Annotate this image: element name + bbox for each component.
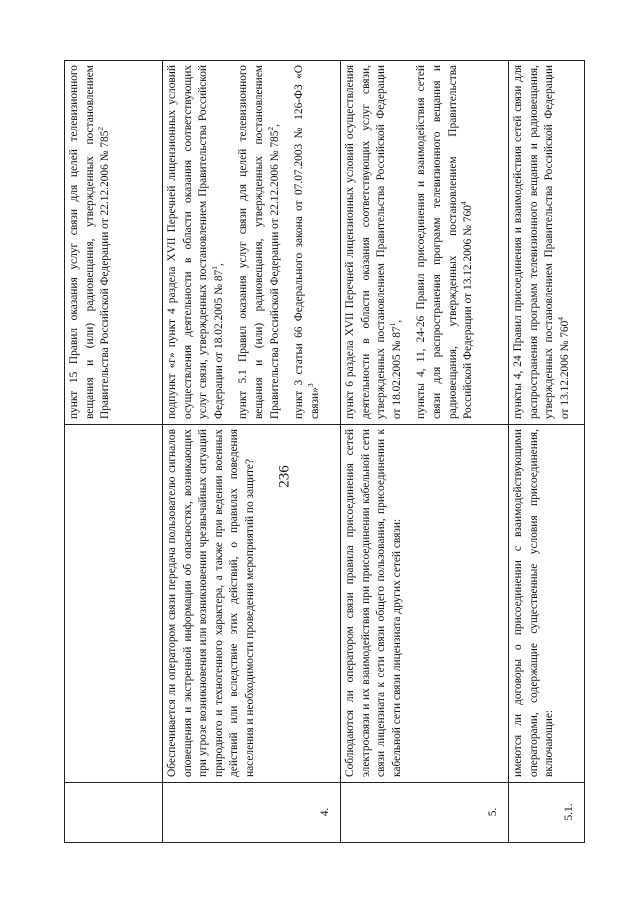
legal-references bbox=[341, 61, 509, 425]
table-row bbox=[509, 61, 585, 843]
requirement-question bbox=[65, 425, 163, 783]
item-number: 5.1. bbox=[509, 783, 585, 843]
item-number bbox=[65, 783, 163, 843]
legal-reference: подпункт «г» пункт 4 раздела XVII Перечней лицензионных условий осуществления деятельности в области оказания соответствующих услуг связи, утвержденных постановлением Правительства Российской Федерации от 18.02.2005 № $87^1$, bbox=[166, 65, 225, 419]
legal-references bbox=[509, 61, 585, 425]
checklist-table bbox=[64, 60, 585, 843]
legal-reference: пункты 4, 11, 24-26 Правил присоединения и взаимодействия сетей связи для распространения программ телевизионного вещания и радиовещания, утвержденных постановлением Правительства Российской Федерации от 13.12.2006 № $760^4$ bbox=[415, 65, 475, 419]
legal-references bbox=[65, 61, 163, 425]
legal-reference: пункт 5.1 Правил оказания услуг связи для целей телевизионного вещания и (или) радиовещания, утвержденных постановлением Правительства Российской Федерации от 22.12.2006 № $785^2$, bbox=[237, 65, 281, 419]
table-row bbox=[341, 61, 509, 843]
legal-reference: пункт 3 статьи 66 Федерального закона от 07.07.2003 № 126-ФЗ «О связи»$^3$ bbox=[293, 65, 321, 419]
requirement-question: Обеспечивается ли оператором связи передача пользователю сигналов оповещения и экстренной информации об опасностях, возникающих при угрозе возникновения или возникновении чрезвычайных ситуаций природного и техногенного характера, а также при ведении военных действий или вследствие этих действий, о правилах поведения населения и необходимости проведения мероприятий по защите? bbox=[163, 425, 341, 783]
requirement-question: имеются ли договоры о присоединении с взаимодействующими операторами, содержащие существенные условия присоединения, включающие: bbox=[509, 425, 585, 783]
item-number: 5. bbox=[341, 783, 509, 843]
legal-reference: пункт 15 Правил оказания услуг связи для целей телевизионного вещания и (или) радиовещания, утвержденных постановлением Правительства Российской Федерации от 22.12.2006 № $785^2$ bbox=[68, 65, 112, 419]
table-row bbox=[163, 61, 341, 843]
legal-references bbox=[163, 61, 341, 425]
item-number: 4. bbox=[163, 783, 341, 843]
legal-reference: пункт 6 раздела XVII Перечней лицензионных условий осуществления деятельности в области оказания соответствующих услуг связи, утвержденных постановлением Правительства Российской Федерации от 18.02.2005 № $87^1$, bbox=[344, 65, 403, 419]
page-number: 236 bbox=[276, 465, 293, 488]
requirement-question: Соблюдаются ли оператором связи правила присоединения сетей электросвязи и их взаимодействия при присоединении кабельной сети связи лицензиата к сети связи общего пользования, присоединении к кабельной сети связи лицензиата других сетей связи: bbox=[341, 425, 509, 783]
table-row bbox=[65, 61, 163, 843]
legal-reference: пункты 4, 24 Правил присоединения и взаимодействия сетей связи для распространения программ телевизионного вещания и радиовещания, утвержденных постановлением Правительства Российской Федерации от 13.12.2006 № $760^4$ bbox=[512, 65, 571, 419]
checklist-table-sheet bbox=[64, 61, 584, 843]
